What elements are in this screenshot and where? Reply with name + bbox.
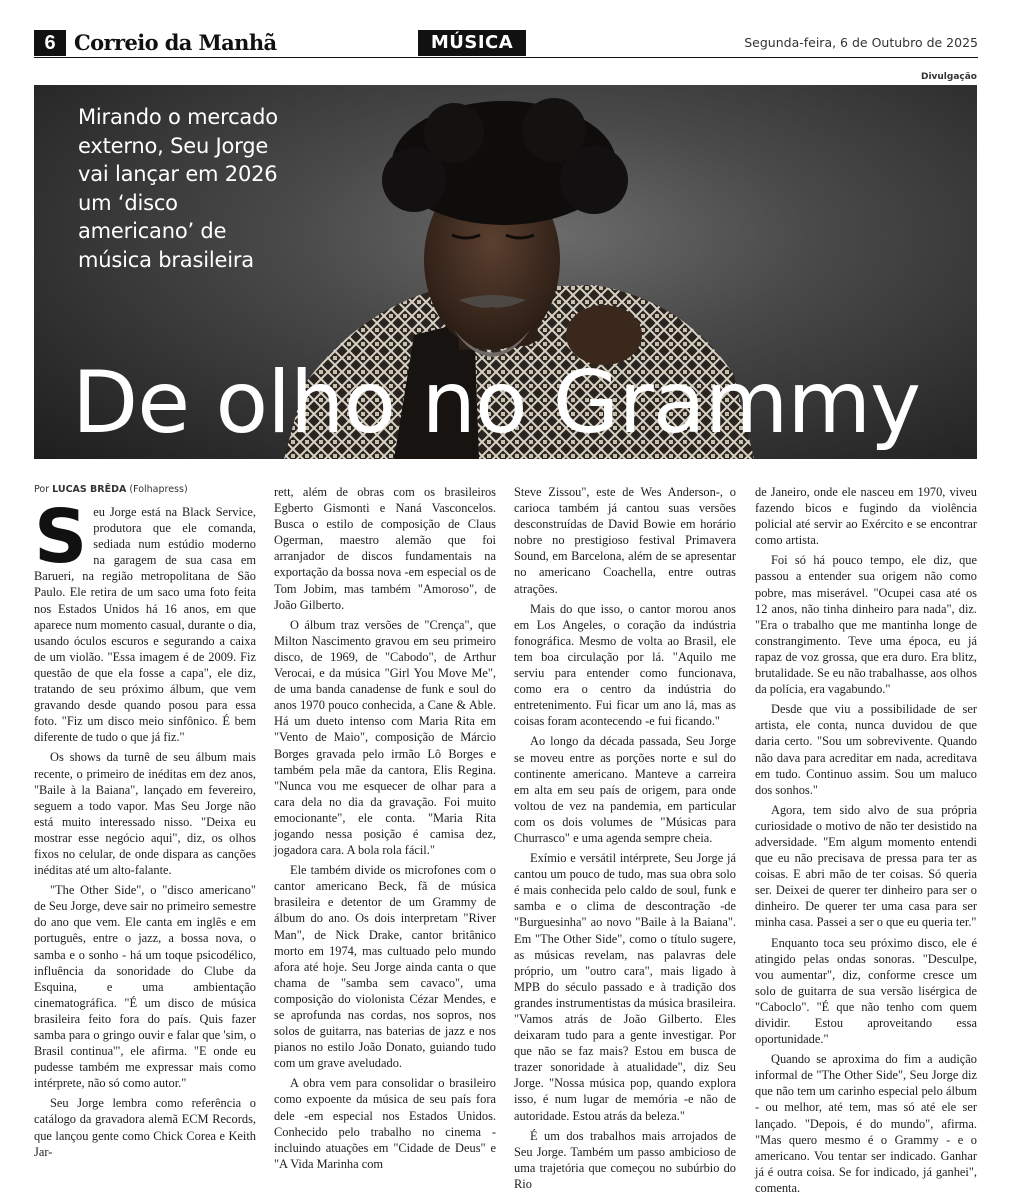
paragraph: "The Other Side", o "disco americano" de Seu Jorge, deve sair no primeiro semestre do ano que vem. Ele canta em inglês e em português, entre o jazz, a bossa nova, o samba e o sonho - há um toque psicodélico, influência da sonoridade do Clube da Esquina, e uma ambientação cinematográfica. "É um disco de música brasileira feito fora do país. Quis fazer samba para o gringo ouvir e falar que 'sim, o Brasil continua'", ele afirma. "E onde eu pudesse também me expressar mais como intérprete, não só como autor." [34, 883, 256, 1091]
page-header [34, 30, 978, 58]
paragraph: rett, além de obras com os brasileiros Egberto Gismonti e Naná Vasconcelos. Busca o estilo de composição de Claus Ogerman, maestro alemão que foi arranjador de discos fundamentais na exportação da bossa nova -em especial os de Tom Jobim, mas também "Amoroso", de João Gilberto. [274, 485, 496, 612]
byline-author: LUCAS BRÊDA [52, 484, 127, 495]
article-column-4 [755, 484, 977, 1200]
paragraph: Agora, tem sido alvo de sua própria curiosidade o motivo de não ter desistido na adversidade. "Em algum momento entendi que eu não precisava de pressa para ter as coisas. E abri mão de ter coisas. Só queria ser. Deixei de querer ter dinheiro para ser o dinheiro. De querer ter uma casa para ser minha casa. Passei a ser o que eu queria ter." [755, 802, 977, 930]
paragraph: de Janeiro, onde ele nasceu em 1970, viveu fazendo bicos e fugindo da violência policial até servir ao Exército e se encontrar como artista. [755, 485, 977, 548]
byline-prefix: Por [34, 484, 50, 495]
newspaper-masthead: Correio da Manhã [74, 30, 277, 55]
paragraph: Desde que viu a possibilidade de ser artista, ele conta, nunca duvidou de que daria certo. "Sou um sobrevivente. Quando não dava para acreditar em nada, acreditava em tudo. Continuo assim. Sou um maluco dos sonhos." [755, 702, 977, 797]
article-column-3 [514, 484, 736, 1196]
paragraph: Quando se aproxima do fim a audição informal de "The Other Side", Seu Jorge diz que não tem um carinho especial pelo álbum - ou melhor, até tem, mas só até ele ser lançado. "Depois, é do mundo", afirma. "Mas quero mesmo é o Grammy - e o americano. Vou tentar ser indicado. Ganhar já é outra coisa. Se for indicado, já ganhei", comenta. [755, 1052, 977, 1195]
paragraph: Seu Jorge lembra como referência o catálogo da gravadora alemã ECM Records, que lançou gente como Chick Corea e Keith Jar- [34, 1096, 256, 1159]
paragraph: Ao longo da década passada, Seu Jorge se moveu entre as porções norte e sul do continente americano. Manteve a carreira em alta em seu país de origem, para onde voltou de vez na pandemia, em particular com os dois volumes de "Músicas para Churrasco" e uma agenda sempre cheia. [514, 734, 736, 845]
photo-credit: Divulgação [920, 72, 977, 82]
paragraph: Steve Zissou", este de Wes Anderson-, o carioca também já cantou suas versões desconstruídas de David Bowie em horário nobre no prestigioso festival Primavera Sound, em Barcelona, além de se apresentar no americano Coachella, entre outras atrações. [514, 485, 736, 596]
section-label: MÚSICA [418, 30, 526, 56]
hero-photo [34, 85, 977, 459]
paragraph: Enquanto toca seu próximo disco, ele é atingido pelas ondas sonoras. "Desculpe, vou aumentar", diz, conforme cresce um solo de guitarra de sua versão lisérgica de "Caboclo". "É que não tenho com quem dividir. Estou aproveitando essa oportunidade." [755, 935, 977, 1047]
paragraph: Mais do que isso, o cantor morou anos em Los Angeles, o coração da indústria fonográfica. Mesmo de volta ao Brasil, ele tem boa circulação por lá. "Aquilo me serviu para entender como funcionava, como era o centro da indústria do entretenimento. Fui ficar um ano lá, mas as coisas foram acontecendo -e fui ficando." [514, 601, 736, 729]
page-number: 6 [34, 30, 66, 56]
drop-cap: S [34, 494, 88, 580]
article-column-2 [274, 484, 496, 1176]
issue-date: Segunda-feira, 6 de Outubro de 2025 [744, 35, 978, 50]
article-headline: De olho no Grammy [72, 353, 921, 453]
paragraph: O álbum traz versões de "Crença", que Milton Nascimento gravou em seu primeiro disco, de 1969, de "Cabodo", de Arthur Verocai, e da música "Girl You Move Me", de uma banda canadense de funk e soul do anos 1970 pouco conhecida, a Cane & Able. Há um dueto intenso com Maria Rita em "Vento de Maio", composição de Márcio Borges gravada pelo irmão Lô Borges e também pela mãe da cantora, Elis Regina. "Nunca vou me esquecer de olhar para a cara dela no dia da gravação. Foi muito emocionante", ele conta. "Maria Rita jogando nessa posição é camisa dez, jogadora cara. A bola rola fácil." [274, 617, 496, 858]
byline-agency: (Folhapress) [129, 484, 188, 495]
paragraph: Os shows da turnê de seu álbum mais recente, o primeiro de inéditas em dez anos, "Baile à la Baiana", lançado em fevereiro, seguem a todo vapor. Mas Seu Jorge não está muito interessado nisso. "Deixa eu mostrar esse negócio aqui", diz, os olhos fixos no celular, de onde dispara as canções inéditas até um alto-falante. [34, 750, 256, 878]
paragraph: Foi só há pouco tempo, ele diz, que passou a entender sua origem não como pobre, mas miserável. "Ocupei casa até os 12 anos, não tinha dinheiro para nada", diz. "Era o trabalho que me mantinha longe de constrangimento. Teve uma época, eu já rapaz de voz grossa, que era duro. Era blitz, brutalidade. Se eu não trabalhasse, aos olhos da polícia, era vagabundo." [755, 553, 977, 697]
paragraph: A obra vem para consolidar o brasileiro como expoente da música de seu país fora dele -em especial nos Estados Unidos. Conhecido pelo trabalho no cinema -incluindo atuações em "Cidade de Deus" e "A Vida Marinha com [274, 1076, 496, 1171]
paragraph [34, 494, 256, 745]
kicker-text: Mirando o mercado externo, Seu Jorge vai lançar em 2026 um ‘disco americano’ de música brasileira [78, 105, 278, 272]
paragraph-text: eu Jorge está na Black Service, produtora que ele comanda, sediada num estúdio moderno na garagem de sua casa em Barueri, na região metropolitana de São Paulo. Ele retira de um saco uma foto feita nos Estados Unidos há 16 anos, em que aparece num momento casual, durante o dia, usando óculos escuros e segurando a caixa de um violão. "Essa imagem é de 2009. Fiz questão de que ela fosse a capa", ele diz, tratando de seu próximo álbum, que vem gravando desde quando posou para essa foto. "Fiz um disco meio sinfônico. É bem diferente de tudo o que já fiz." [34, 505, 256, 745]
paragraph: É um dos trabalhos mais arrojados de Seu Jorge. Também um passo ambicioso de uma trajetória que começou no subúrbio do Rio [514, 1128, 736, 1191]
article-column-1 [34, 494, 256, 1164]
paragraph: Exímio e versátil intérprete, Seu Jorge já cantou um pouco de tudo, mas sua obra solo é mais conhecida pelo caldo de soul, funk e samba e o clima de descontração -de "Burguesinha" ao novo "Baile à la Baiana". Em "The Other Side", como o título sugere, as músicas revelam, nas palavras dele próprio, um "outro cara", mais ligado à MPB do século passado e à tradição dos grandes instrumentistas da música brasileira. "Vamos atrás de João Gilberto. Eles deixaram tudo para a gente investigar. Por que não se faz mais? Estou em busca de trazer sonoridade à atualidade", diz Seu Jorge. "Nossa música pop, quando explora isso, é num lugar de memória -e não de autoridade. Estou atrás da beleza." [514, 851, 736, 1123]
paragraph: Ele também divide os microfones com o cantor americano Beck, fã de música brasileira e detentor de um Grammy de álbum do ano. Os dois interpretam "River Man", de Nick Drake, cantor britânico morto em 1974, mas cultuado pelo mundo afora até hoje. Seu Jorge ainda canta o que chama de "samba sem cavaco", uma composição do violonista Cézar Mendes, e se aprofunda nas cordas, nos sopros, nos solos de guitarra, nas baterias de jazz e nos pianos no estilo João Donato, guiando tudo com um grave aveludado. [274, 863, 496, 1071]
